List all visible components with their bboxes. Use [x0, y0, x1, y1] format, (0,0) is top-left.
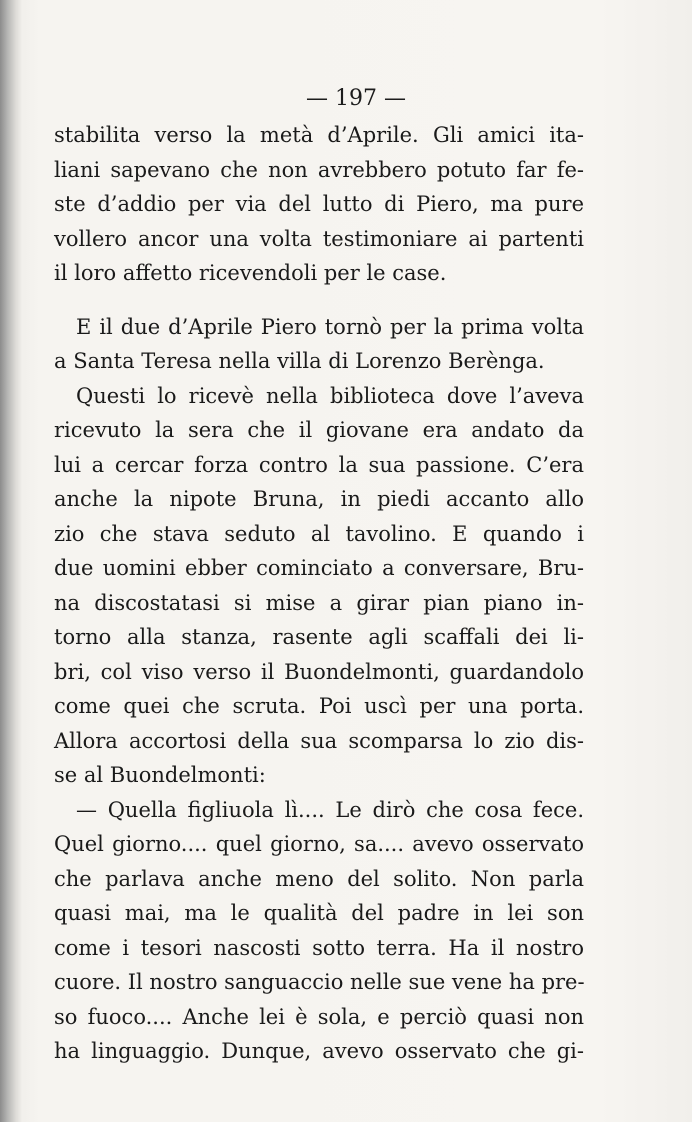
- body-text: [54, 118, 584, 1069]
- text-line: zio che stava seduto al tavolino. E quando i: [54, 521, 584, 546]
- text-line: Questi lo ricevè nella biblioteca dove l’aveva: [76, 383, 584, 408]
- text-line: vollero ancor una volta testimoniare ai partenti: [54, 226, 584, 251]
- text-line: stabilita verso la metà d’Aprile. Gli amici ita-: [54, 123, 584, 147]
- text-line: Allora accortosi della sua scomparsa lo zio dis-: [54, 728, 584, 753]
- text-line: anche la nipote Bruna, in piedi accanto allo: [54, 487, 584, 511]
- text-line: se al Buondelmonti:: [54, 763, 266, 787]
- text-line: quasi mai, ma le qualità del padre in lei son: [54, 901, 584, 925]
- text-line: ste d’addio per via del lutto di Piero, ma pure: [54, 192, 584, 216]
- page-number: — 197 —: [306, 86, 406, 111]
- text-line: torno alla stanza, rasente agli scaffali dei li-: [54, 625, 584, 649]
- text-line: come quei che scruta. Poi uscì per una porta.: [54, 694, 584, 718]
- text-line: a Santa Teresa nella villa di Lorenzo Berènga.: [54, 349, 545, 373]
- text-line: ricevuto la sera che il giovane era andato da: [54, 418, 584, 442]
- text-line: na discostatasi si mise a girar pian piano in-: [54, 590, 584, 615]
- text-line: due uomini ebber cominciato a conversare, Bru-: [54, 556, 584, 580]
- text-line: che parlava anche meno del solito. Non parla: [54, 866, 584, 891]
- text-line: lui a cercar forza contro la sua passione. C’era: [54, 452, 584, 477]
- text-line: ha linguaggio. Dunque, avevo osservato che gi-: [54, 1039, 584, 1063]
- paragraph-gap: [54, 291, 584, 310]
- text-line: bri, col viso verso il Buondelmonti, guardandolo: [54, 659, 584, 684]
- text-line: E il due d’Aprile Piero tornò per la prima volta: [76, 314, 584, 339]
- text-line: — Quella figliuola lì.... Le dirò che cosa fece.: [76, 797, 584, 822]
- text-line: liani sapevano che non avrebbero potuto far fe-: [54, 157, 584, 182]
- text-line: cuore. Il nostro sanguaccio nelle sue vene ha pre-: [54, 970, 585, 994]
- text-line: Quel giorno.... quel giorno, sa.... avevo osservato: [54, 832, 584, 856]
- text-line: so fuoco.... Anche lei è sola, e perciò quasi non: [54, 1004, 584, 1029]
- page-spine-shadow: [0, 0, 22, 1122]
- text-line: il loro affetto ricevendoli per le case.: [54, 261, 447, 285]
- text-line: come i tesori nascosti sotto terra. Ha il nostro: [54, 935, 584, 960]
